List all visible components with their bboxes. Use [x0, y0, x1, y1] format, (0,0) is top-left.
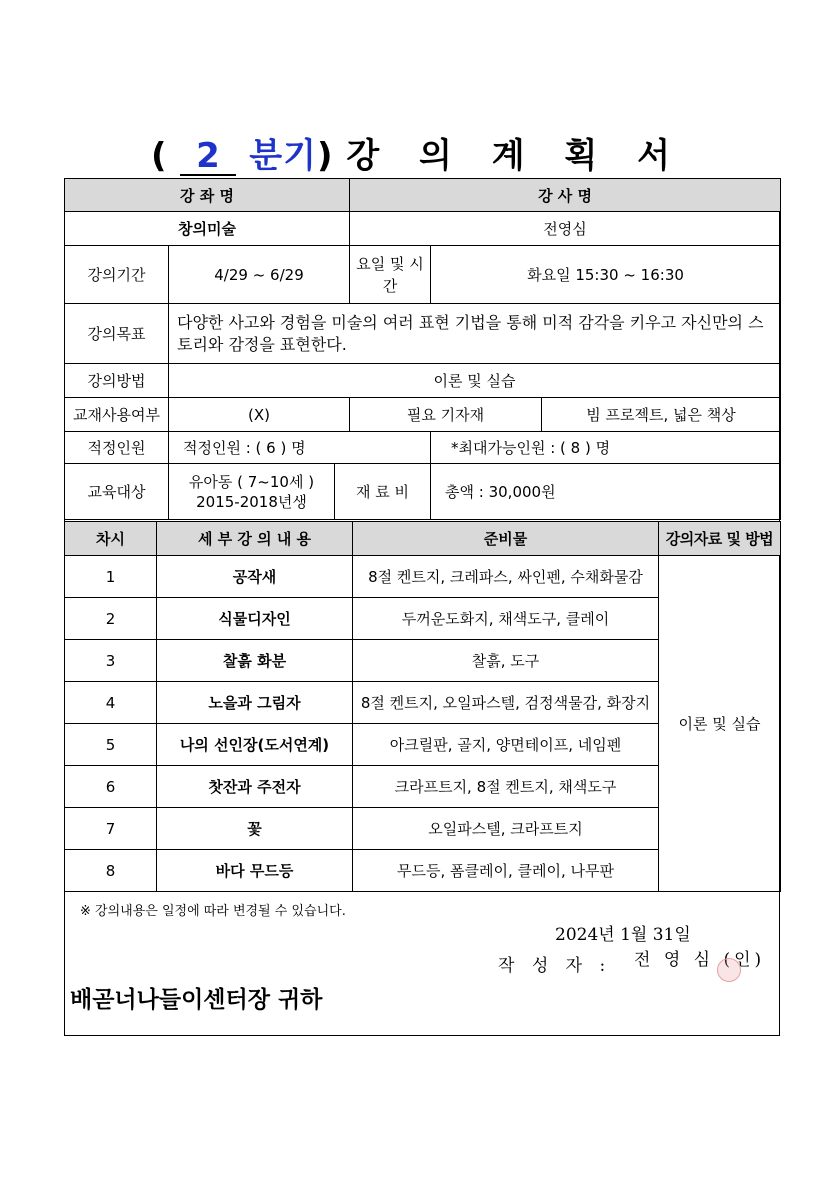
target-birth-years: 2015-2018년생: [196, 492, 307, 511]
lesson-content: 꽃: [157, 808, 353, 850]
instructor-header: 강 사 명: [350, 179, 781, 212]
equipment-value: 빔 프로젝트, 넓은 책상: [542, 398, 781, 432]
session-number: 4: [65, 682, 157, 724]
lesson-method: 이론 및 실습: [659, 556, 781, 892]
day-time-label: 요일 및 시간: [350, 246, 431, 304]
change-notice: ※ 강의내용은 일정에 따라 변경될 수 있습니다.: [80, 904, 346, 919]
lesson-materials: 오일파스텔, 크라프트지: [353, 808, 659, 850]
course-name-header: 강 좌 명: [65, 179, 350, 212]
session-number: 3: [65, 640, 157, 682]
lesson-materials: 크라프트지, 8절 켄트지, 채색도구: [353, 766, 659, 808]
col-header-method: 강의자료 및 방법: [659, 522, 781, 556]
author-label: 작 성 자 :: [498, 956, 612, 976]
instructor-name: 전영심: [350, 212, 781, 246]
lesson-materials: 8절 켄트지, 크레파스, 싸인펜, 수채화물감: [353, 556, 659, 598]
session-number: 5: [65, 724, 157, 766]
lesson-content: 노을과 그림자: [157, 682, 353, 724]
session-number: 2: [65, 598, 157, 640]
goal-value: 다양한 사고와 경험을 미술의 여러 표현 기법을 통해 미적 감각을 키우고 자신만의 스토리와 감정을 표현한다.: [169, 304, 781, 364]
target-value: [169, 464, 335, 520]
session-number: 6: [65, 766, 157, 808]
lesson-materials: 찰흙, 도구: [353, 640, 659, 682]
capacity-label: 적정인원: [65, 432, 169, 464]
title-open-paren: (: [151, 136, 168, 176]
lesson-content: 찰흙 화분: [157, 640, 353, 682]
period-value: 4/29 ~ 6/29: [169, 246, 350, 304]
title-close-paren: ): [316, 136, 334, 176]
day-time-value: 화요일 15:30 ~ 16:30: [431, 246, 781, 304]
method-value: 이론 및 실습: [169, 364, 781, 398]
capacity-max-value: *최대가능인원 : ( 8 ) 명: [431, 432, 781, 464]
quarter-unit: 분기: [249, 136, 317, 176]
col-header-materials: 준비물: [353, 522, 659, 556]
lesson-materials: 아크릴판, 골지, 양면테이프, 네임펜: [353, 724, 659, 766]
goal-label: 강의목표: [65, 304, 169, 364]
target-age: 유아동 ( 7~10세 ): [188, 472, 315, 491]
period-label: 강의기간: [65, 246, 169, 304]
col-header-content: 세 부 강 의 내 용: [157, 522, 353, 556]
recipient: 배곧너나들이센터장 귀하: [70, 987, 323, 1013]
textbook-value: (X): [169, 398, 350, 432]
col-header-session: 차시: [65, 522, 157, 556]
lesson-content: 바다 무드등: [157, 850, 353, 892]
quarter-number: 2: [180, 138, 236, 176]
course-info-table: [64, 178, 781, 520]
method-label: 강의방법: [65, 364, 169, 398]
lesson-materials: 무드등, 폼클레이, 클레이, 나무판: [353, 850, 659, 892]
author-name: 전 영 심 (인): [634, 950, 766, 970]
lesson-detail-table: [64, 521, 781, 892]
textbook-label: 교재사용여부: [65, 398, 169, 432]
lesson-materials: 두꺼운도화지, 채색도구, 클레이: [353, 598, 659, 640]
lesson-content: 식물디자인: [157, 598, 353, 640]
lesson-content: 찻잔과 주전자: [157, 766, 353, 808]
document-name: 강 의 계 획 서: [346, 136, 684, 176]
equipment-label: 필요 기자재: [350, 398, 542, 432]
lesson-materials: 8절 켄트지, 오일파스텔, 검정색물감, 화장지: [353, 682, 659, 724]
lesson-content: 나의 선인장(도서연계): [157, 724, 353, 766]
document-title: [0, 128, 835, 177]
course-name: 창의미술: [65, 212, 350, 246]
capacity-value: 적정인원 : ( 6 ) 명: [169, 432, 431, 464]
written-date: 2024년 1월 31일: [555, 925, 691, 945]
seal-stamp: [717, 958, 741, 982]
target-label: 교육대상: [65, 464, 169, 520]
session-number: 8: [65, 850, 157, 892]
table-row: [65, 556, 781, 598]
material-fee-value: 총액 : 30,000원: [431, 464, 781, 520]
session-number: 1: [65, 556, 157, 598]
session-number: 7: [65, 808, 157, 850]
lesson-content: 공작새: [157, 556, 353, 598]
material-fee-label: 재 료 비: [335, 464, 431, 520]
